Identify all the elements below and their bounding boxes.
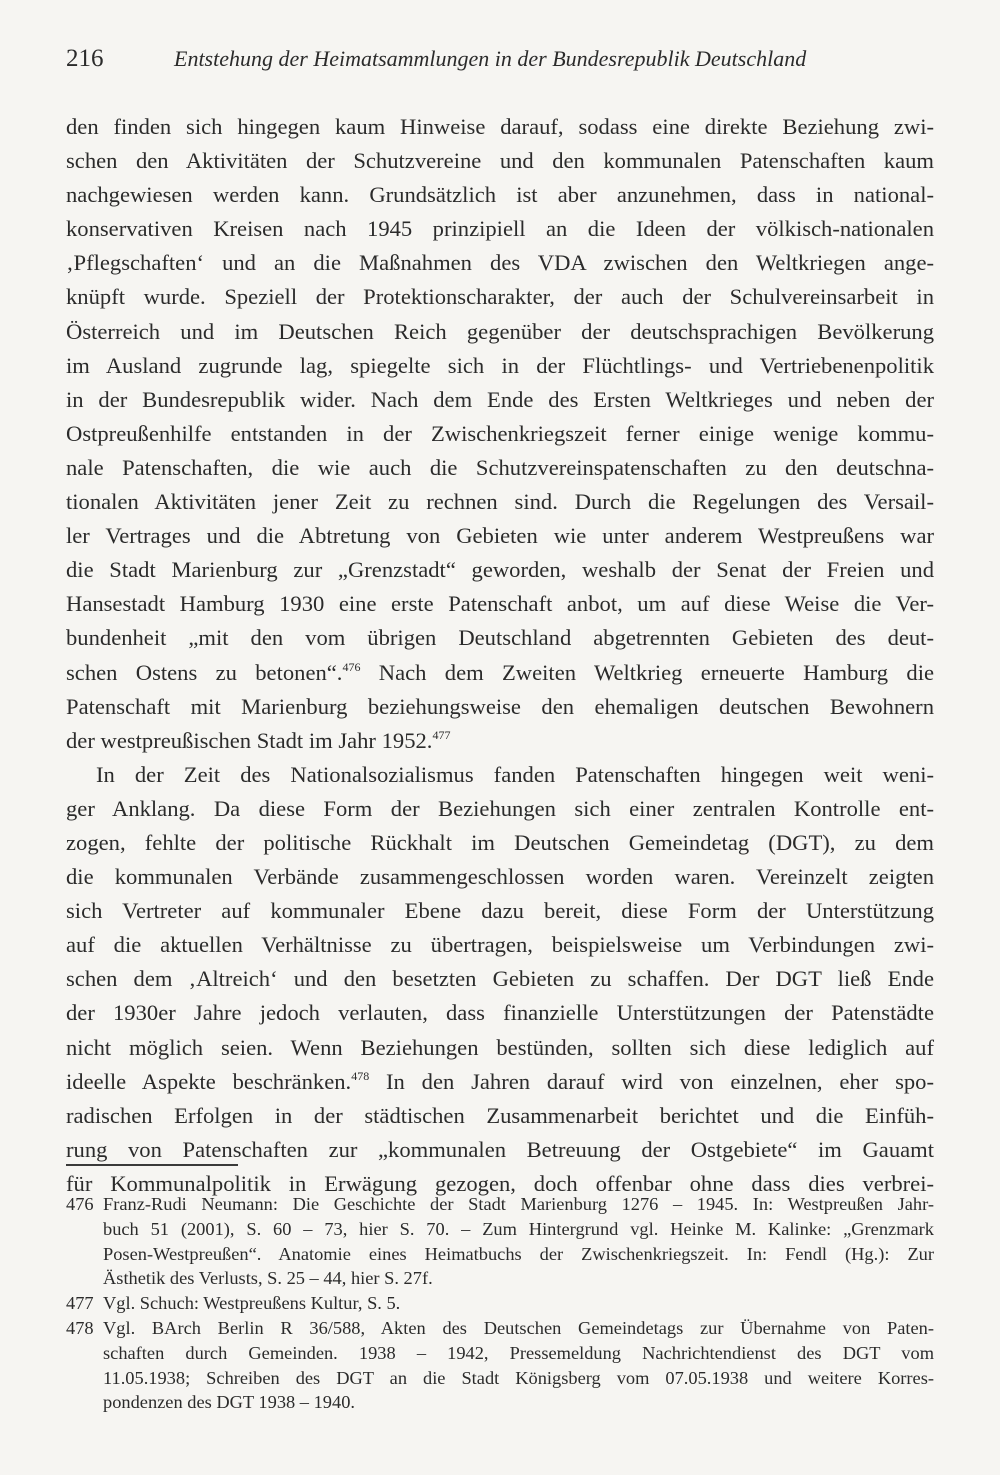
paragraph-first-line: In der Zeit des Nationalsozialismus fanden Patenschaften hingegen weit weni- xyxy=(96,761,934,787)
footnotes xyxy=(66,1192,934,1415)
text-line: rung von Patenschaften zur „kommunalen Betreuung der Ostgebiete“ im Gauamt xyxy=(66,1136,934,1162)
text-line xyxy=(66,656,934,690)
text-line: auf die aktuellen Verhältnisse zu übertragen, beispielsweise um Verbindungen zwi- xyxy=(66,932,934,958)
footnote-line: Vgl. Schuch: Westpreußens Kultur, S. 5. xyxy=(103,1293,401,1314)
text-line: die Stadt Marienburg zur „Grenzstadt“ geworden, weshalb der Senat der Freien und xyxy=(66,557,934,583)
text-line: Österreich und im Deutschen Reich gegenüber der deutschsprachigen Bevölkerung xyxy=(66,318,934,344)
text-line: zogen, fehlte der politische Rückhalt im Deutschen Gemeindetag (DGT), zu dem xyxy=(66,829,934,855)
text-line: nachgewiesen werden kann. Grundsätzlich ist aber anzunehmen, dass in national- xyxy=(66,182,934,208)
footnote-number: 476 xyxy=(66,1194,94,1214)
book-page xyxy=(66,0,934,1475)
text-line: tionalen Aktivitäten jener Zeit zu rechnen sind. Durch die Regelungen des Versail- xyxy=(66,489,934,515)
footnote-476 xyxy=(66,1192,934,1291)
text-line: Hansestadt Hamburg 1930 eine erste Patenschaft anbot, um auf diese Weise die Ver- xyxy=(66,591,934,617)
footnote-line: Franz-Rudi Neumann: Die Geschichte der Stadt Marienburg 1276 – 1945. In: Westpreußen Jahr- xyxy=(103,1194,934,1214)
text-line xyxy=(66,1065,934,1099)
text-line: den finden sich hingegen kaum Hinweise darauf, sodass eine direkte Beziehung zwi- xyxy=(66,114,934,139)
footnote-478 xyxy=(66,1316,934,1415)
text-segment: In den Jahren darauf wird von einzelnen, eher spo- xyxy=(369,1068,934,1094)
text-line: ger Anklang. Da diese Form der Beziehungen sich einer zentralen Kontrolle ent- xyxy=(66,795,934,821)
text-line: die kommunalen Verbände zusammengeschlossen worden waren. Vereinzelt zeigten xyxy=(66,864,934,890)
text-segment: schen Ostens zu betonen“. xyxy=(66,659,343,685)
footnote-line: 11.05.1938; Schreiben des DGT an die Stadt Königsberg vom 07.05.1938 und weitere Korres- xyxy=(103,1367,934,1388)
page-number: 216 xyxy=(66,45,104,72)
text-line: ‚Pflegschaften‘ und an die Maßnahmen des VDA zwischen den Weltkriegen ange- xyxy=(66,250,934,276)
main-text xyxy=(66,110,934,1201)
text-line: nicht möglich seien. Wenn Beziehungen bestünden, sollten sich diese lediglich auf xyxy=(66,1034,934,1060)
footnote-number: 478 xyxy=(66,1317,94,1338)
footnote-ref-476[interactable]: 476 xyxy=(342,659,361,674)
footnote-477 xyxy=(66,1291,934,1316)
text-line: konservativen Kreisen nach 1945 prinzipiell an die Ideen der völkisch-nationalen xyxy=(66,216,934,242)
text-segment: der westpreußischen Stadt im Jahr 1952. xyxy=(66,727,433,753)
text-line: schen den Aktivitäten der Schutzvereine und den kommunalen Patenschaften kaum xyxy=(66,148,934,174)
text-line: nale Patenschaften, die wie auch die Schutzvereinspatenschaften zu den deutschna- xyxy=(66,454,934,480)
footnote-line: Ästhetik des Verlusts, S. 25 – 44, hier S. 27f. xyxy=(103,1268,433,1289)
text-line: bundenheit „mit den vom übrigen Deutschland abgetrennten Gebieten des deut- xyxy=(66,625,934,651)
text-line: in der Bundesrepublik wider. Nach dem Ende des Ersten Weltkrieges und neben der xyxy=(66,386,934,412)
footnote-line: buch 51 (2001), S. 60 – 73, hier S. 70. – Zum Hintergrund vgl. Heinke M. Kalinke: „Grenzmark xyxy=(103,1218,934,1239)
footnote-ref-477[interactable]: 477 xyxy=(432,727,451,742)
text-line: radischen Erfolgen in der städtischen Zusammenarbeit berichtet und die Einfüh- xyxy=(66,1102,934,1128)
text-line xyxy=(66,724,934,758)
footnote-ref-478[interactable]: 478 xyxy=(351,1068,370,1083)
footnote-line: Vgl. BArch Berlin R 36/588, Akten des Deutschen Gemeindetags zur Übernahme von Paten- xyxy=(103,1317,934,1338)
text-segment: Nach dem Zweiten Weltkrieg erneuerte Hamburg die xyxy=(360,659,934,685)
text-line: sich Vertreter auf kommunaler Ebene dazu bereit, diese Form der Unterstützung xyxy=(66,898,934,924)
text-line: für Kommunalpolitik in Erwägung gezogen, doch offenbar ohne dass dies verbrei- xyxy=(66,1170,934,1196)
footnote-line: pondenzen des DGT 1938 – 1940. xyxy=(103,1392,355,1413)
text-line: knüpft wurde. Speziell der Protektionscharakter, der auch der Schulvereinsarbeit in xyxy=(66,284,934,310)
footnote-line: schaften durch Gemeinden. 1938 – 1942, Pressemeldung Nachrichtendienst des DGT vom xyxy=(103,1342,934,1363)
text-line: der 1930er Jahre jedoch verlauten, dass finanzielle Unterstützungen der Patenstädte xyxy=(66,1000,934,1026)
footnote-separator xyxy=(66,1164,238,1166)
text-line: im Ausland zugrunde lag, spiegelte sich in der Flüchtlings- und Vertriebenenpolitik xyxy=(66,352,934,378)
running-title: Entstehung der Heimatsammlungen in der Bundesrepublik Deutschland xyxy=(174,46,807,71)
text-line: ler Vertrages und die Abtretung von Gebieten wie unter anderem Westpreußens war xyxy=(66,523,934,549)
text-segment: ideelle Aspekte beschränken. xyxy=(66,1068,352,1094)
footnote-number: 477 xyxy=(66,1293,94,1314)
text-line: Patenschaft mit Marienburg beziehungsweise den ehemaligen deutschen Bewohnern xyxy=(66,693,934,719)
text-line: schen dem ‚Altreich‘ und den besetzten Gebieten zu schaffen. Der DGT ließ Ende xyxy=(66,966,934,992)
text-line: Ostpreußenhilfe entstanden in der Zwischenkriegszeit ferner einige wenige kommu- xyxy=(66,420,934,446)
footnote-line: Posen-Westpreußen“. Anatomie eines Heimatbuchs der Zwischenkriegszeit. In: Fendl (Hg.): Zur xyxy=(103,1243,934,1264)
